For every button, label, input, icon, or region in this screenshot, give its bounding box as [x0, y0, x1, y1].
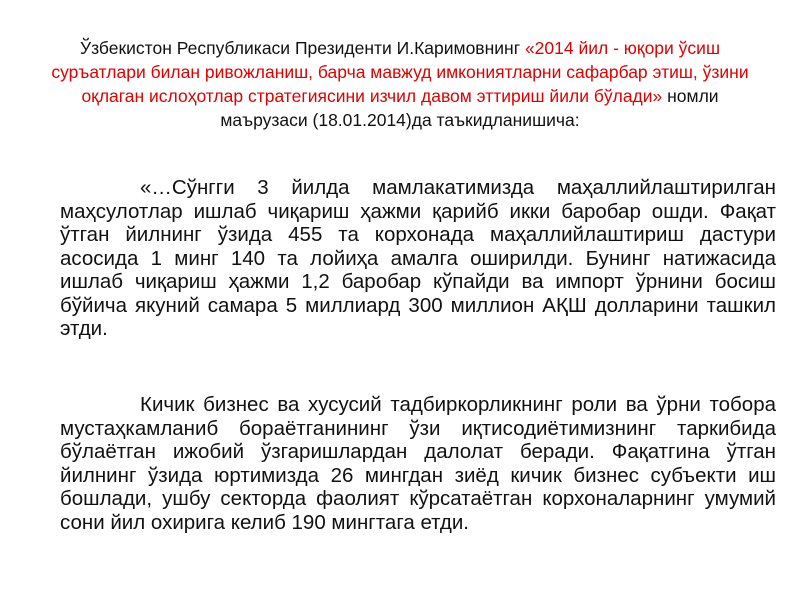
heading-outro: номли маърузаси (18.01.2014)да таъкидланишича:	[220, 86, 719, 130]
heading-quote: «2014 йил - юқори ўсиш суръатлари билан ривожланиш, барча мавжуд имкониятларни сафарбар этиш, ўзини оқлаган ислоҳотлар стратегиясини изчил давом эттириш йили бўлади»	[51, 38, 749, 106]
heading-intro: Ўзбекистон Республикаси Президенти И.Каримовнинг	[79, 38, 525, 58]
slide-heading	[40, 36, 760, 132]
paragraph-localization: «…Сўнгги 3 йилда мамлакатимизда маҳаллийлаштирилган маҳсулотлар ишлаб чиқариш ҳажми қарийб икки баробар ошди. Фақат ўтган йилнинг ўзида 455 та корхонада маҳаллийлаштириш дастури асосида 1 минг 140 та лойиҳа амалга оширилди. Бунинг натижасида ишлаб чиқариш ҳажми 1,2 баробар кўпайди ва импорт ўрнини босиш бўйича якуний самара 5 миллиард 300 миллион АҚШ долларини ташкил этди.	[60, 176, 776, 340]
paragraph-small-business: Кичик бизнес ва хусусий тадбиркорликнинг роли ва ўрни тобора мустаҳкамланиб бораётганининг ўзи иқтисодиётимизнинг таркибида бўлаётган ижобий ўзгаришлардан далолат беради. Фақатгина ўтган йилнинг ўзида юртимизда 26 мингдан зиёд кичик бизнес субъекти иш бошлади, ушбу секторда фаолият кўрсатаётган корхоналарнинг умумий сони йил охирига келиб 190 мингтага етди.	[60, 393, 776, 534]
